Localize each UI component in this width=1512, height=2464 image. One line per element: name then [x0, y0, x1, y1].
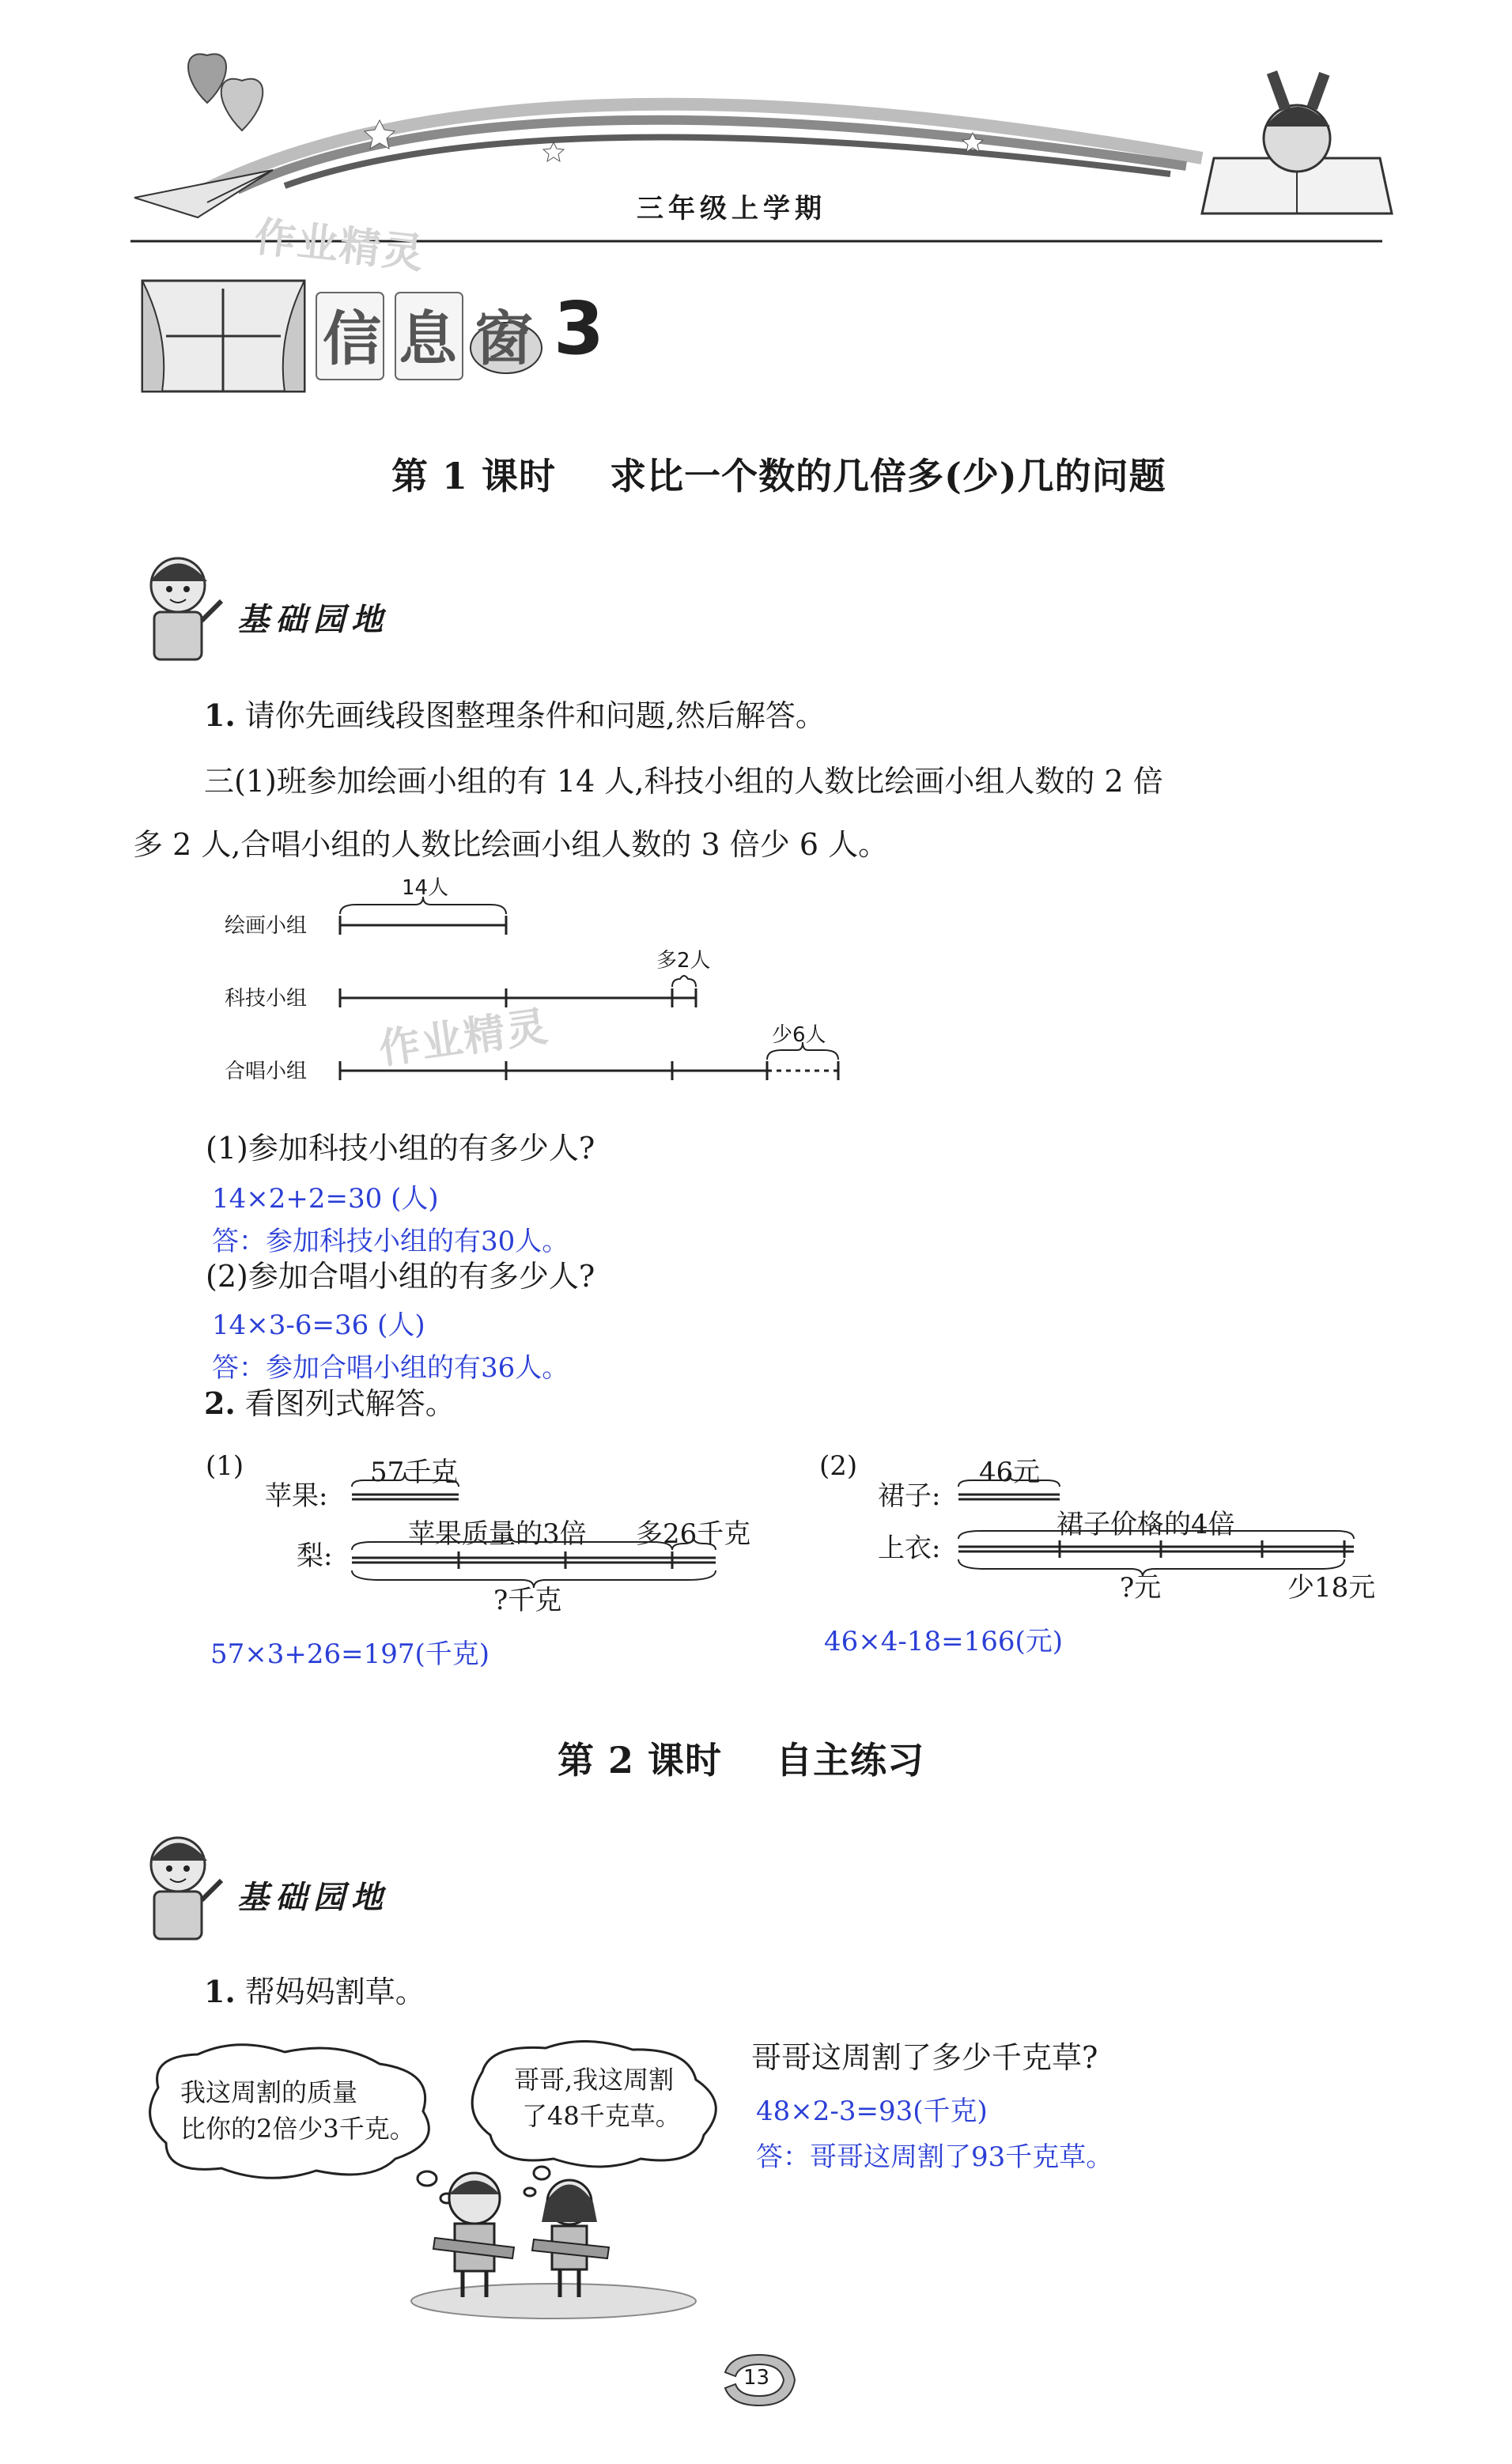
l1-q1-context-line1: 三(1)班参加绘画小组的有 14 人,科技小组的人数比绘画小组人数的 2 倍 [204, 764, 1163, 799]
l1-q1-ans2-text: 答：参加合唱小组的有36人。 [212, 1352, 569, 1384]
lesson1-section-label: 基础园地 [237, 602, 389, 638]
page-number: 13 [743, 2366, 770, 2390]
heart-icon [188, 54, 226, 103]
q2-part2-coat-label: 上衣: [878, 1532, 941, 1564]
q2-part1-more-label: 多26千克 [636, 1518, 751, 1550]
q2-part1-answer: 57×3+26=197(千克) [210, 1638, 490, 1670]
kid-mascot-icon [134, 1825, 229, 1944]
watermark: 作业精灵 [376, 1003, 552, 1074]
heart-icon [221, 79, 263, 130]
l1-q1-context-line2: 多 2 人,合唱小组的人数比绘画小组人数的 3 倍少 6 人。 [133, 827, 889, 862]
q2-part2-answer: 46×4-18=166(元) [824, 1626, 1064, 1657]
l1-q1-sub2: (2)参加合唱小组的有多少人? [206, 1259, 595, 1294]
q2-part2-skirt-label: 裙子: [878, 1480, 941, 1512]
l1-q2-number: 2. [204, 1385, 236, 1421]
lesson1-title: 第 1 课时 求比一个数的几倍多(少)几的问题 [391, 455, 1166, 497]
bubble-right-line1: 哥哥,我这周割 [514, 2065, 675, 2095]
girl-reading-icon [1202, 70, 1392, 214]
l1-q1-ans2-calc: 14×3-6=36 (人) [212, 1309, 425, 1341]
l1-q2-prompt [204, 1385, 455, 1423]
q2-part1-index: (1) [206, 1450, 244, 1482]
l1-q1-ans1-calc: 14×2+2=30 (人) [212, 1183, 439, 1215]
girl-figure [532, 2180, 609, 2297]
q2-part2-diagram [949, 1463, 1360, 1582]
lesson2-section-label: 基础园地 [237, 1880, 389, 1916]
diagram-label-more2: 多2人 [656, 949, 711, 973]
l2-q1-ans-text: 答：哥哥这周割了93千克草。 [756, 2141, 1113, 2173]
watermark: 作业精灵 [251, 213, 427, 279]
unit-number: 3 [554, 286, 605, 371]
diagram-label-14: 14人 [402, 876, 449, 900]
q2-part2-less-label: 少18元 [1287, 1572, 1376, 1604]
q2-part2-bottom-label: ?元 [1120, 1572, 1162, 1604]
q2-part1-mid-label: 苹果质量的3倍 [408, 1518, 587, 1550]
l1-q1-ans1-text: 答：参加科技小组的有30人。 [212, 1226, 569, 1257]
l1-q1-prompt [204, 697, 826, 735]
l1-q2-text: 看图列式解答。 [244, 1386, 455, 1421]
q2-part2-mid-label: 裙子价格的4倍 [1057, 1509, 1235, 1540]
window-icon [142, 281, 304, 391]
diagram-row-tech: 科技小组 [225, 987, 308, 1011]
q2-part1-pear-label: 梨: [297, 1540, 333, 1572]
bubble-right-line2: 了48千克草。 [522, 2101, 681, 2131]
q2-part2-top-label: 46元 [979, 1457, 1041, 1488]
diagram-row-choir: 合唱小组 [225, 1060, 308, 1083]
q2-part1-diagram [340, 1463, 735, 1589]
lesson2-title: 第 2 课时 自主练习 [558, 1739, 925, 1782]
q2-part1-apple-label: 苹果: [265, 1480, 328, 1512]
l2-q1-ans-calc: 48×2-3=93(千克) [756, 2096, 988, 2127]
segment-diagram [214, 862, 862, 1091]
kid-mascot-icon [134, 546, 229, 664]
diagram-row-painting: 绘画小组 [225, 914, 308, 938]
q2-part1-top-label: 57千克 [370, 1457, 459, 1488]
l2-q1-question: 哥哥这周割了多少千克草? [751, 2040, 1098, 2075]
l1-q1-sub1: (1)参加科技小组的有多少人? [206, 1131, 595, 1166]
paper-plane-icon [134, 170, 273, 217]
grade-label: 三年级上学期 [637, 193, 826, 225]
l2-q1-prompt [204, 1974, 425, 2011]
boy-figure [433, 2173, 514, 2297]
l2-q1-number: 1. [204, 1974, 236, 2009]
q2-part2-index: (2) [819, 1450, 858, 1482]
bubble-left-line2: 比你的2倍少3千克。 [180, 2114, 415, 2144]
unit-label: 信息窗 [323, 305, 550, 373]
q2-part1-bottom-label: ?千克 [493, 1585, 562, 1616]
diagram-label-less6: 少6人 [772, 1023, 826, 1047]
bubble-left-line1: 我这周割的质量 [180, 2077, 358, 2107]
l1-q1-number: 1. [204, 697, 236, 733]
l1-q1-text: 请你先画线段图整理条件和问题,然后解答。 [244, 698, 826, 733]
l2-q1-text: 帮妈妈割草。 [244, 1975, 425, 2009]
